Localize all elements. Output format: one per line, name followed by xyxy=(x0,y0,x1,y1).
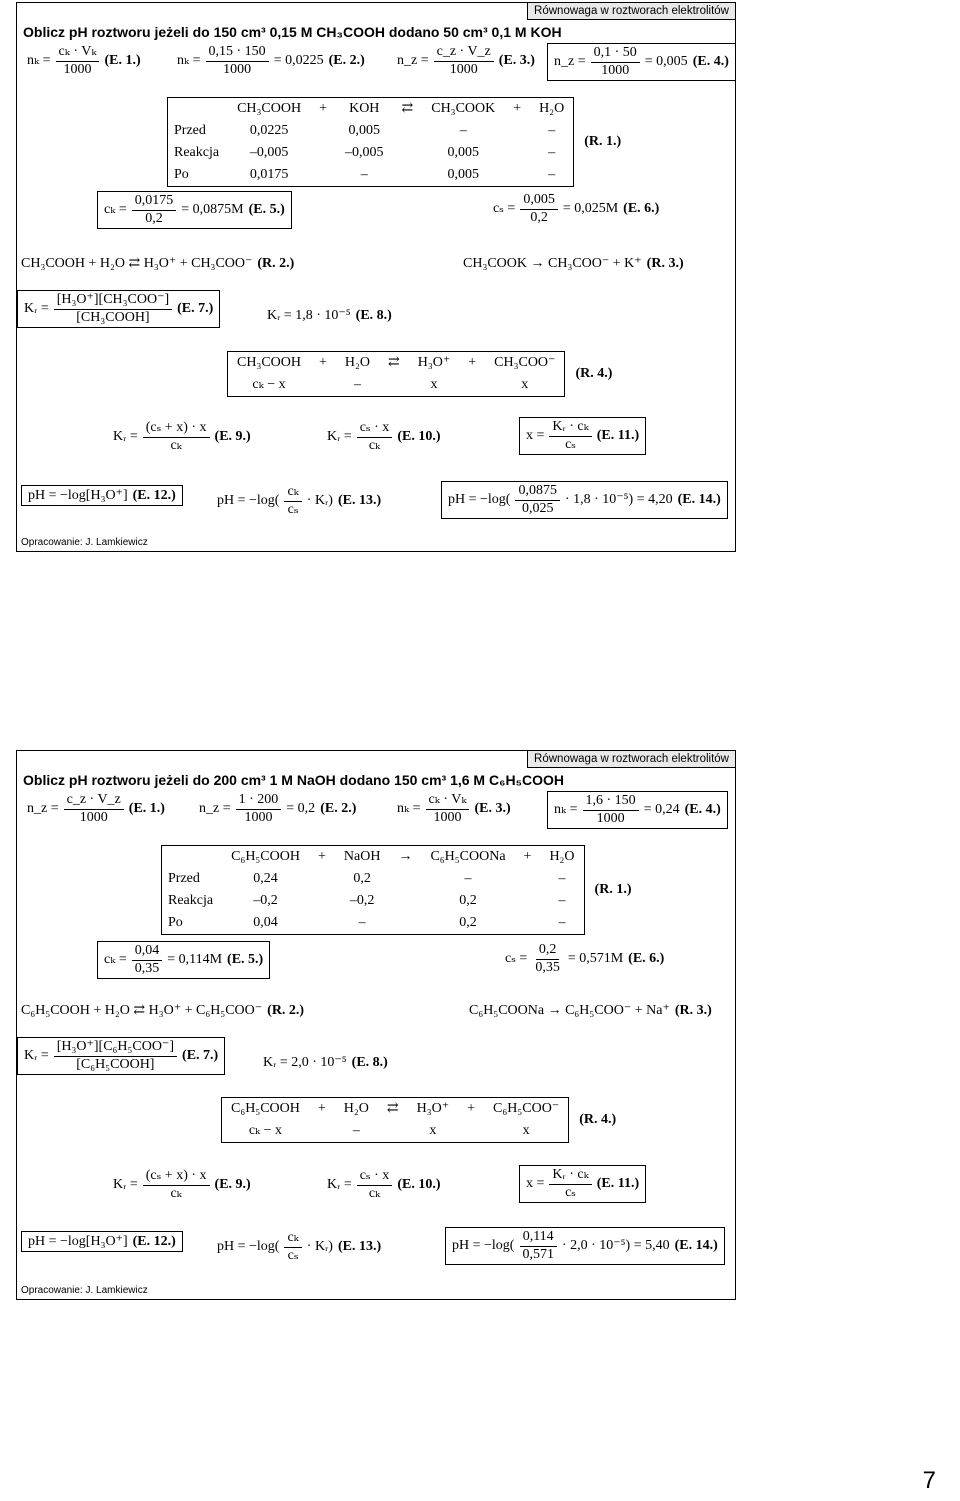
reaction-r2: CH₃COOH + H₂O ⇄ H₃O⁺ + CH₃COO⁻ (R. 2.) xyxy=(21,256,295,271)
formula-e4: n_z = $\frac{0,1 \cdot 50}{1000}$ = 0,005 (E. 4.) xyxy=(547,43,736,81)
reaction-r4: CH₃COOH + H₂O ⇄ H₃O⁺ + CH₃COO⁻ cₖ − x – x x (R. 4.) xyxy=(227,351,612,397)
slide-header: Równowaga w roztworach elektrolitów xyxy=(527,3,735,20)
formula-e3: n_z = $\frac{c\_z \cdot V\_z}{1000}$ (E. 3.) xyxy=(397,44,535,77)
reaction-r2: C₆H₅COOH + H₂O ⇄ H₃O⁺ + C₆H₅COO⁻ (R. 2.) xyxy=(21,1003,305,1018)
reaction-r3: C₆H₅COONa → C₆H₅COO⁻ + Na⁺ (R. 3.) xyxy=(469,1003,712,1018)
formula-e8: Kᵣ = 2,0 · 10⁻⁵ (E. 8.) xyxy=(263,1055,388,1070)
formula-e11: x = $\frac{\text{Kᵣ · cₖ}}{\text{cₛ}}$ (E. 11.) xyxy=(519,1165,646,1203)
formula-e6: cₛ = $\frac{0,2}{0,35}$ = 0,571M (E. 6.) xyxy=(505,942,665,975)
formula-e10: Kᵣ = $\frac{\text{cₛ · x}}{\text{cₖ}}$ (E. 10.) xyxy=(327,1168,441,1201)
formula-e4: nₖ = $\frac{1,6 \cdot 150}{1000}$ = 0,24 (E. 4.) xyxy=(547,791,728,829)
table-row: Reakcja –0,2 –0,2 0,2 – xyxy=(168,893,566,909)
credit-text: Opracowanie: J. Lamkiewicz xyxy=(21,1285,148,1296)
formula-e2: n_z = $\frac{1 \cdot 200}{1000}$ = 0,2 (E. 2.) xyxy=(199,792,357,825)
formula-e8: Kᵣ = 1,8 · 10⁻⁵ (E. 8.) xyxy=(267,308,392,323)
formula-e5: cₖ = $\frac{0,0175}{0,2}$ = 0,0875M (E. 5.) xyxy=(97,191,292,229)
reaction-r4: C₆H₅COOH + H₂O ⇄ H₃O⁺ + C₆H₅COO⁻ cₖ − x – x x (R. 4.) xyxy=(221,1097,616,1143)
formula-e10: Kᵣ = $\frac{\text{cₛ · x}}{\text{cₖ}}$ (E. 10.) xyxy=(327,420,441,453)
formula-e1: n_z = $\frac{c\_z \cdot V\_z}{1000}$ (E. 1.) xyxy=(27,792,165,825)
formula-e12: pH = −log[H₃O⁺] (E. 12.) xyxy=(21,1231,183,1252)
formula-e13: pH = −log( $\frac{\text{cₖ}}{\text{cₛ}}$ · Kᵣ) (E. 13.) xyxy=(217,484,382,517)
table-row: Po 0,04 – 0,2 – xyxy=(168,915,566,931)
formula-e14: pH = −log( $\frac{0,0875}{0,025}$ · 1,8 · 10⁻⁵) = 4,20 (E. 14.) xyxy=(441,481,728,519)
reaction-table-r1: C₆H₅COOH + NaOH → C₆H₅COONa + H₂O Przed 0,24 0,2 – – Reakcja –0,2 –0,2 0,2 – Po 0,04 – 0,2 – (R. 1.) xyxy=(161,845,631,935)
formula-e1: nₖ = $\frac{\text{cₖ · Vₖ}}{1000}$ (E. 1.) xyxy=(27,44,141,77)
page-number: 7 xyxy=(922,1467,936,1494)
table-row: Przed 0,24 0,2 – – xyxy=(168,871,566,887)
table-row: Przed 0,0225 0,005 – – xyxy=(174,123,556,139)
formula-e11: x = $\frac{\text{Kᵣ · cₖ}}{\text{cₛ}}$ (E. 11.) xyxy=(519,417,646,455)
formula-e6: cₛ = $\frac{0,005}{0,2}$ = 0,025M (E. 6.) xyxy=(493,192,660,225)
slide-header: Równowaga w roztworach elektrolitów xyxy=(527,751,735,768)
credit-text: Opracowanie: J. Lamkiewicz xyxy=(21,537,148,548)
formula-e9: Kᵣ = $\frac{\text{(cₛ + x) · x}}{\text{cₖ}}$ (E. 9.) xyxy=(113,1168,251,1201)
slide-1 xyxy=(16,2,736,552)
formula-e7: Kᵣ = $\frac{\text{[H₃O⁺][C₆H₅COO⁻]}}{\text{[C₆H₅COOH]}}$ (E. 7.) xyxy=(17,1037,225,1075)
table-row: Po 0,0175 – 0,005 – xyxy=(174,167,556,183)
slide-2 xyxy=(16,750,736,1300)
question-text: Oblicz pH roztworu jeżeli do 200 cm³ 1 M NaOH dodano 150 cm³ 1,6 M C₆H₅COOH xyxy=(23,772,564,788)
formula-e12: pH = −log[H₃O⁺] (E. 12.) xyxy=(21,485,183,506)
reaction-table-r1: CH₃COOH + KOH ⇄ CH₃COOK + H₂O Przed 0,0225 0,005 – – Reakcja –0,005 –0,005 0,005 – Po 0,0175 – 0,005 – (R. 1.) xyxy=(167,97,621,187)
question-text: Oblicz pH roztworu jeżeli do 150 cm³ 0,15 M CH₃COOH dodano 50 cm³ 0,1 M KOH xyxy=(23,24,562,40)
formula-e9: Kᵣ = $\frac{\text{(cₛ + x) · x}}{\text{cₖ}}$ (E. 9.) xyxy=(113,420,251,453)
reaction-r3: CH₃COOK → CH₃COO⁻ + K⁺ (R. 3.) xyxy=(463,256,684,271)
table-row: Reakcja –0,005 –0,005 0,005 – xyxy=(174,145,556,161)
formula-e13: pH = −log( $\frac{\text{cₖ}}{\text{cₛ}}$ · Kᵣ) (E. 13.) xyxy=(217,1230,382,1263)
formula-e5: cₖ = $\frac{0,04}{0,35}$ = 0,114M (E. 5.) xyxy=(97,941,270,979)
formula-e3: nₖ = $\frac{\text{cₖ · Vₖ}}{1000}$ (E. 3.) xyxy=(397,792,511,825)
formula-e2: nₖ = $\frac{0,15 \cdot 150}{1000}$ = 0,0225 (E. 2.) xyxy=(177,44,365,77)
formula-e14: pH = −log( $\frac{0,114}{0,571}$ · 2,0 · 10⁻⁵) = 5,40 (E. 14.) xyxy=(445,1227,725,1265)
formula-e7: Kᵣ = $\frac{\text{[H₃O⁺][CH₃COO⁻]}}{\text{[CH₃COOH]}}$ (E. 7.) xyxy=(17,290,220,328)
